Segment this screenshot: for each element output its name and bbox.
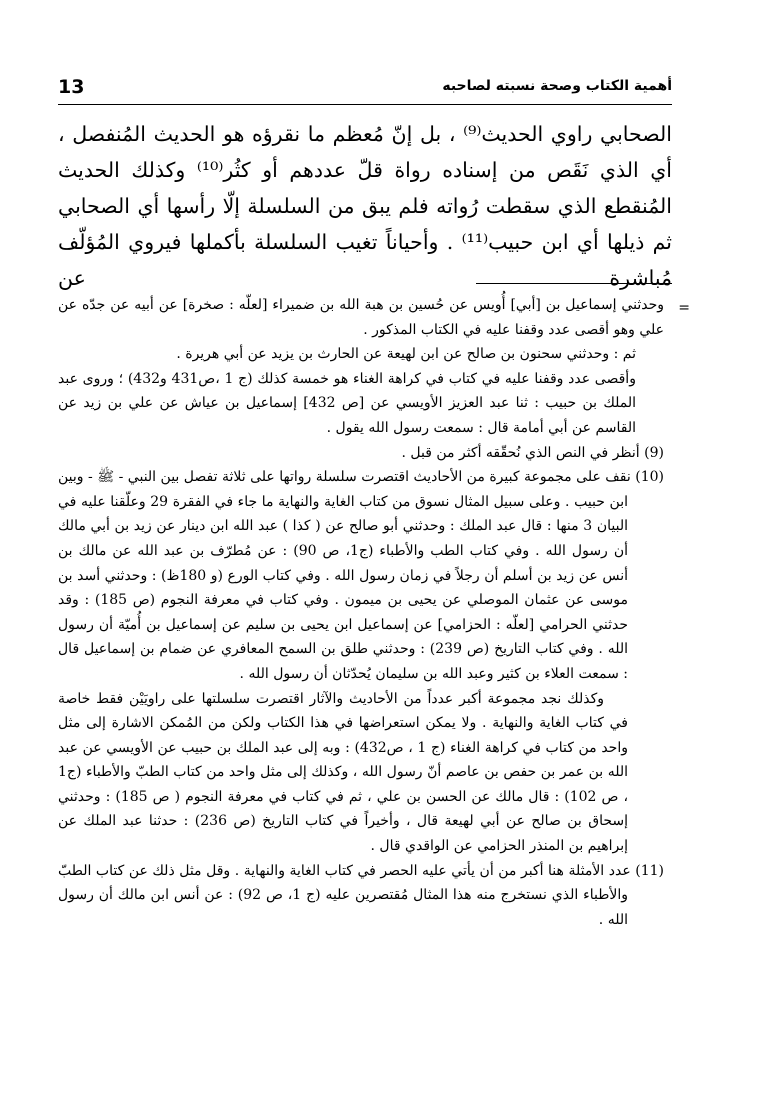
footnote-9-text: أنظر في النص الذي نُحقّقه أكثر من قبل . xyxy=(401,444,640,461)
main-paragraph: الصحابي راوي الحديث⁽⁹⁾ ، بل إنّ مُعظم ما نقرؤه هو الحديث المُنفصل ، أي الذي نَقَص من إسناده رواة قلّ عددهم أو كثُر⁽¹⁰⁾ وكذلك الحديث المُنقطع الذي سقطت رُواته فلم يبق من السلسلة إلّا رأسها أي الصحابي ثم ذيلها أي ابن حبيب⁽¹¹⁾ . وأحياناً تغيب السلسلة بأكملها فيروي المُؤلّف مُباشرة عن xyxy=(58,122,673,290)
footnotes xyxy=(58,293,664,932)
page-number: 13 xyxy=(58,76,85,98)
footnote-10-paragraph-2: وكذلك نجد مجموعة أكبر عدداً من الأحاديث والآثار اقتصرت سلسلتها على راويَيْن فقط خاصة في كتاب الغاية والنهاية . ولا يمكن استعراضها في هذا الكتاب ولكن من المُمكن الاشارة إلى مثل واحد من كتاب في كراهة الغناء (ج 1 ، ص432) : وبه إلى عبد الملك بن حبيب عن الأويسي عن عبد الله بن عمر بن حفص بن عاصم أنّ رسول الله ، وكذلك إلى مثل واحد من كتاب الطبّ والأطباء (ج1 ، ص 102) : قال مالك عن الحسن بن علي ، ثم في كتاب في معرفة النجوم ( ص 185) : وحدثني إسحاق بن صالح عن أبي لهيعة قال ، وأخيراً في كتاب التاريخ (ص 236) : حدثنا عبد الملك عن إبراهيم بن المنذر الحزامي عن الواقدي قال . xyxy=(58,690,628,855)
footnote-continued-1: وحدثني إسماعيل بن [أبي] أُويس عن حُسين بن هبة الله بن ضميراء [لعلّه : صخرة] عن أبيه عن جدّه عن علي وهو أقصى عدد وقفنا عليه في الكتاب المذكور . xyxy=(58,297,664,338)
continuation-mark: = xyxy=(678,300,690,316)
footnote-11 xyxy=(58,859,664,933)
main-text xyxy=(58,116,672,296)
footnote-9-number: (9) xyxy=(644,444,664,461)
footnote-11-text: عدد الأمثلة هنا أكبر من أن يأتي عليه الحصر في كتاب الغاية والنهاية . وقل مثل ذلك عن كتاب الطبّ والأطباء الذي نستخرج منه هذا المثال مُقتصرين عليه (ج 1، ص 92) : عن أنس ابن مالك أن رسول الله . xyxy=(58,862,631,928)
footnote-continued-3: وأقصى عدد وقفنا عليه في كتاب في كراهة الغناء هو خمسة كذلك (ج 1 ،ص431 و432) ؛ وروى عبد الملك بن حبيب : ثنا عبد العزيز الأويسي عن [ص 432] إسماعيل بن عياش عن علي بن زيد عن القاسم عن أبي أمامة قال : سمعت رسول الله يقول . xyxy=(58,370,637,436)
footnote-9 xyxy=(58,441,664,466)
footnote-continued-2: ثم : وحدثني سحنون بن صالح عن ابن لهيعة عن الحارث بن يزيد عن أبي هريرة . xyxy=(176,346,636,363)
footnote-10-text: نقف على مجموعة كبيرة من الأحاديث اقتصرت سلسلة رواتها على ثلاثة تفصل بين النبي - ﷺ - وبين ابن حبيب . وعلى سبيل المثال نسوق من كتاب الغاية والنهاية ما جاء في الفقرة 29 وعلّقنا عليه في البيان 3 منها : قال عبد الملك : وحدثني أبو صالح عن ( كذا ) عبد الله ابن دينار عن زيد بن أبي مالك أن رسول الله . وفي كتاب الطب والأطباء (ج1، ص 90) : عن مُطرّف بن عبد الله عن مالك بن أنس عن زيد بن أسلم أن رجلاً في زمان رسول الله . وفي كتاب الورع (و 180ظ) : وحدثني أسد بن موسى عن عثمان الموصلي عن يحيى بن ميمون . وفي كتاب في معرفة النجوم (ص 185) : وقد حدثني الحرامي [لعلّه : الحزامي] عن إسماعيل ابن يحيى بن سليم عن إسماعيل بن أُميّة أن رسول الله . وفي كتاب التاريخ (ص 239) : وحدثني طلق بن السمح المعافري عن ضمام بن إسماعيل قال : سمعت العلاء بن كثير وعبد الله بن سليمان يُحدّثان أن رسول الله . xyxy=(58,469,631,682)
running-title: أهمية الكتاب وصحة نسبته لصاحبه xyxy=(442,78,672,94)
footnote-separator xyxy=(476,283,672,284)
page-header xyxy=(58,74,672,105)
footnote-10 xyxy=(58,465,664,686)
footnote-11-number: (11) xyxy=(635,862,665,879)
footnote-10-number: (10) xyxy=(635,469,665,486)
